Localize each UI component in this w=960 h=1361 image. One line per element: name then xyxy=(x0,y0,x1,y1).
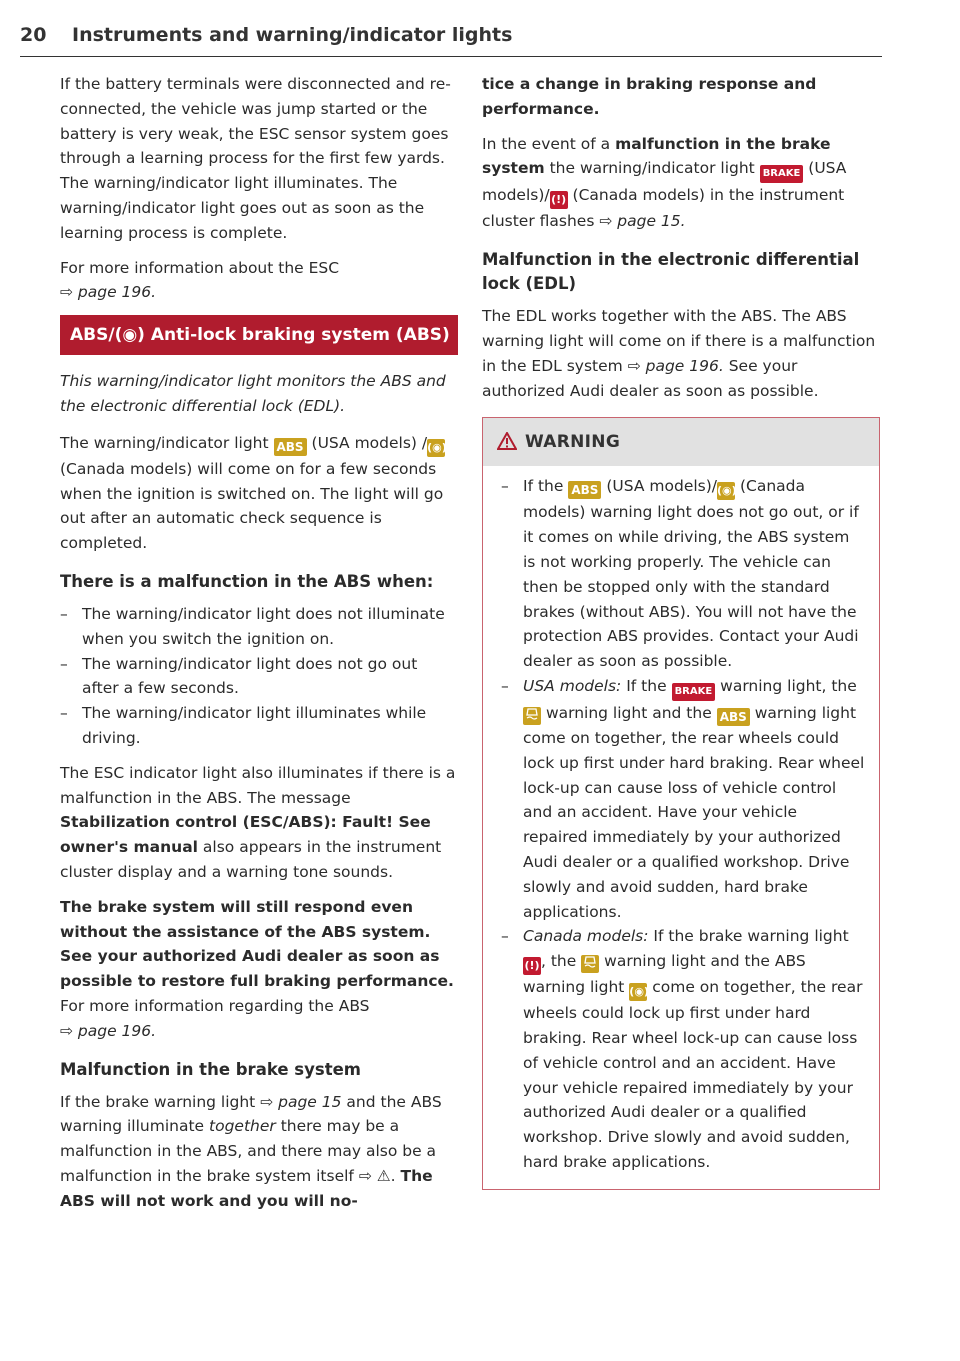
warning-list xyxy=(501,474,865,1174)
brake-warning-icon: BRAKE xyxy=(672,683,716,701)
edl-heading: Malfunction in the electronic differential lock (EDL) xyxy=(482,250,860,294)
brake-canada-warning-icon: (!) xyxy=(550,191,568,209)
page-title: Instruments and warning/indicator lights xyxy=(72,24,513,46)
abs-light-paragraph: The warning/indicator light ABS (USA models) /(◉) (Canada models) will come on for a few seconds when the ignition is switched on. The light will go out after an automatic check sequence is completed. xyxy=(60,433,447,553)
abs-warning-icon: ABS xyxy=(717,708,750,726)
abs-warning-icon: ABS xyxy=(274,438,307,456)
list-item: – If the ABS (USA models)/(◉) (Canada models) warning light does not go out, or if it comes on while driving, the ABS system is not working properly. The vehicle can then be stopped only with the standard brakes (without ABS). You will not have the protection ABS provides. Contact your Audi dealer as soon as possible. xyxy=(501,474,865,674)
left-column xyxy=(60,72,458,1223)
page-link[interactable]: ⇨ page 196. xyxy=(60,283,157,302)
brake-malfunction-heading: Malfunction in the brake system xyxy=(60,1059,361,1079)
esc-warning-icon xyxy=(523,707,541,725)
warning-triangle-icon xyxy=(497,421,517,469)
esc-reference-paragraph: For more information about the ESC ⇨ page 196. xyxy=(60,258,340,302)
abs-canada-warning-icon: (◉) xyxy=(717,482,735,500)
brake-canada-warning-icon: (!) xyxy=(523,957,541,975)
warning-body xyxy=(483,466,879,1188)
edl-paragraph: The EDL works together with the ABS. The ABS warning light will come on if there is a malfunction in the EDL system ⇨ page 196. See your authorized Audi dealer as soon as possible. xyxy=(482,307,876,400)
abs-warning-icon: ABS xyxy=(568,481,601,499)
section-heading-abs: ABS/(◉) Anti-lock braking system (ABS) xyxy=(60,315,458,355)
list-item: – The warning/indicator light does not go out after a few seconds. xyxy=(60,652,458,702)
abs-canada-warning-icon: (◉) xyxy=(427,439,445,457)
battery-paragraph: If the battery terminals were disconnected and re-connected, the vehicle was jump started or the battery is very weak, the ESC sensor system goes through a learning process for the first few yards. The warning/indicator light illuminates. The warning/indicator light goes out as soon as the learning process is complete. xyxy=(60,75,451,242)
brake-malfunction-paragraph: If the brake warning light ⇨ page 15 and the ABS warning illuminate together there may be a malfunction in the ABS, and there may also be a malfunction in the brake system itself ⇨ ⚠. The ABS will not work and you will no- xyxy=(60,1092,442,1210)
right-column xyxy=(482,72,880,1190)
brake-warning-icon: BRAKE xyxy=(760,165,804,183)
warning-header xyxy=(483,418,879,466)
brake-flash-paragraph: In the event of a malfunction in the brake system the warning/indicator light BRAKE (USA models)/(!) (Canada models) in the instrument cluster flashes ⇨ page 15. xyxy=(482,134,847,231)
page-link[interactable]: ⇨ page 196. xyxy=(60,1021,157,1040)
list-item: – USA models: If the BRAKE warning light, the warning light and the ABS warning light come on together, the rear wheels could lock up first under hard braking. Rear wheel lock-up can cause loss of vehicle control and an accident. Have your vehicle repaired immediately by your authorized Audi dealer or a qualified workshop. Drive slowly and avoid sudden, hard brake applications. xyxy=(501,674,865,924)
page-header xyxy=(20,22,882,57)
section-intro: This warning/indicator light monitors the ABS and the electronic differential lock (EDL). xyxy=(60,372,446,415)
esc-warning-icon xyxy=(581,955,599,973)
page-link[interactable]: ⇨ page 15 xyxy=(260,1092,342,1111)
warning-link[interactable]: ⇨ ⚠. xyxy=(358,1166,396,1185)
list-item: – The warning/indicator light does not illuminate when you switch the ignition on. xyxy=(60,602,458,652)
abs-canada-warning-icon: (◉) xyxy=(629,983,647,1001)
esc-abs-paragraph: The ESC indicator light also illuminates if there is a malfunction in the ABS. The message Stabilization control (ESC/ABS): Fault! See owner's manual also appears in the instrument cluster display and a warning tone sounds. xyxy=(60,763,456,881)
warning-box xyxy=(482,417,880,1189)
malfunction-heading: There is a malfunction in the ABS when: xyxy=(60,571,434,591)
page-link[interactable]: ⇨ page 196. xyxy=(627,356,724,375)
page-link[interactable]: ⇨ page 15. xyxy=(599,212,686,231)
page-number: 20 xyxy=(20,24,47,46)
brake-still-responds-paragraph: The brake system will still respond even without the assistance of the ABS system. See your authorized Audi dealer as soon as possible to restore full braking performance. For more information regarding the ABS ⇨ page 196. xyxy=(60,897,454,1040)
list-item: – The warning/indicator light illuminates while driving. xyxy=(60,701,458,751)
malfunction-list xyxy=(60,602,458,751)
continued-paragraph: tice a change in braking response and performance. xyxy=(482,75,817,118)
warning-title: WARNING xyxy=(525,432,621,453)
list-item: – Canada models: If the brake warning light (!), the warning light and the ABS warning light (◉) come on together, the rear wheels could lock up first under hard braking. Rear wheel lock-up can cause loss of vehicle control and an accident. Have your vehicle repaired immediately by your authorized Audi dealer or a qualified workshop. Drive slowly and avoid sudden, hard brake applications. xyxy=(501,924,865,1174)
